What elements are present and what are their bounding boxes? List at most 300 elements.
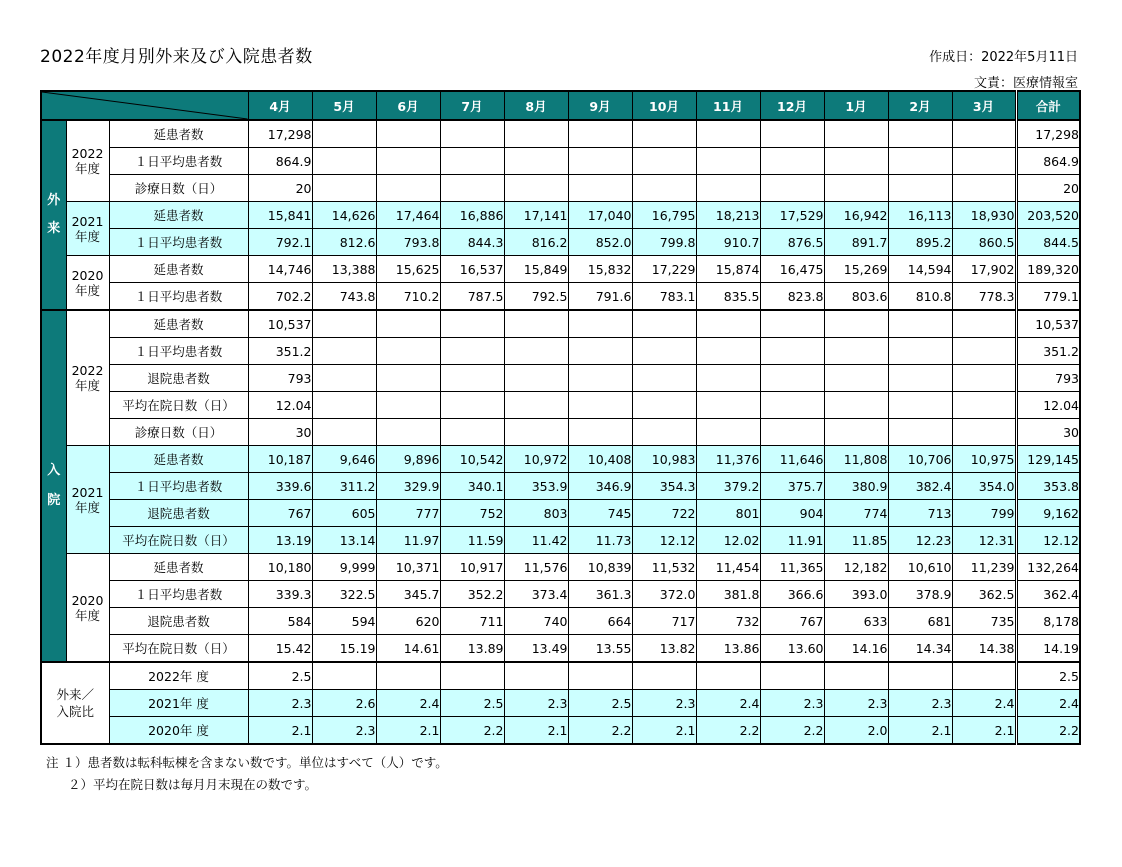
value-cell xyxy=(376,120,440,148)
column-header-total: 合計 xyxy=(1016,91,1080,120)
value-cell xyxy=(696,392,760,419)
row-label: １日平均患者数 xyxy=(109,473,248,500)
value-cell: 14,626 xyxy=(312,202,376,229)
row-label: １日平均患者数 xyxy=(109,283,248,311)
value-cell: 379.2 xyxy=(696,473,760,500)
total-cell: 353.8 xyxy=(1016,473,1080,500)
value-cell: 801 xyxy=(696,500,760,527)
column-header-month: 2月 xyxy=(888,91,952,120)
column-header-month: 6月 xyxy=(376,91,440,120)
value-cell xyxy=(504,175,568,202)
value-cell: 17,529 xyxy=(760,202,824,229)
value-cell xyxy=(632,419,696,446)
column-header-month: 10月 xyxy=(632,91,696,120)
value-cell: 372.0 xyxy=(632,581,696,608)
value-cell: 10,371 xyxy=(376,554,440,581)
value-cell: 799 xyxy=(952,500,1016,527)
table-row xyxy=(41,446,1080,473)
value-cell: 2.3 xyxy=(888,690,952,717)
value-cell xyxy=(632,148,696,175)
table-row xyxy=(41,662,1080,690)
total-cell: 17,298 xyxy=(1016,120,1080,148)
value-cell xyxy=(888,365,952,392)
value-cell: 792.1 xyxy=(248,229,312,256)
value-cell: 2.6 xyxy=(312,690,376,717)
value-cell: 11,646 xyxy=(760,446,824,473)
column-header-month: 1月 xyxy=(824,91,888,120)
fiscal-year-text: 2021年度 xyxy=(71,213,104,244)
value-cell: 860.5 xyxy=(952,229,1016,256)
value-cell: 30 xyxy=(248,419,312,446)
value-cell: 354.3 xyxy=(632,473,696,500)
value-cell xyxy=(440,365,504,392)
total-cell: 864.9 xyxy=(1016,148,1080,175)
value-cell xyxy=(952,120,1016,148)
row-label: １日平均患者数 xyxy=(109,229,248,256)
row-label: １日平均患者数 xyxy=(109,581,248,608)
value-cell: 793.8 xyxy=(376,229,440,256)
value-cell: 633 xyxy=(824,608,888,635)
value-cell xyxy=(952,175,1016,202)
value-cell: 2.2 xyxy=(568,717,632,745)
fiscal-year-label xyxy=(66,256,109,311)
value-cell: 382.4 xyxy=(888,473,952,500)
value-cell: 13.86 xyxy=(696,635,760,663)
value-cell: 14.34 xyxy=(888,635,952,663)
value-cell xyxy=(376,148,440,175)
value-cell: 799.8 xyxy=(632,229,696,256)
total-cell: 129,145 xyxy=(1016,446,1080,473)
value-cell: 735 xyxy=(952,608,1016,635)
table-row xyxy=(41,527,1080,554)
value-cell: 2.0 xyxy=(824,717,888,745)
row-label: 平均在院日数（日） xyxy=(109,527,248,554)
value-cell xyxy=(376,310,440,338)
value-cell xyxy=(568,120,632,148)
value-cell: 17,229 xyxy=(632,256,696,283)
patient-statistics-table xyxy=(40,90,1081,745)
table-row xyxy=(41,500,1080,527)
value-cell: 823.8 xyxy=(760,283,824,311)
value-cell: 787.5 xyxy=(440,283,504,311)
value-cell xyxy=(696,662,760,690)
value-cell xyxy=(376,365,440,392)
value-cell: 16,795 xyxy=(632,202,696,229)
value-cell: 12.31 xyxy=(952,527,1016,554)
value-cell: 816.2 xyxy=(504,229,568,256)
value-cell xyxy=(888,419,952,446)
value-cell: 12.04 xyxy=(248,392,312,419)
value-cell: 14,594 xyxy=(888,256,952,283)
value-cell: 13.89 xyxy=(440,635,504,663)
value-cell xyxy=(568,662,632,690)
value-cell xyxy=(824,419,888,446)
total-cell: 9,162 xyxy=(1016,500,1080,527)
value-cell: 2.1 xyxy=(632,717,696,745)
value-cell xyxy=(760,148,824,175)
fiscal-year-text: 2020年度 xyxy=(71,267,104,298)
value-cell xyxy=(440,662,504,690)
table-row xyxy=(41,120,1080,148)
table-row xyxy=(41,392,1080,419)
value-cell xyxy=(952,148,1016,175)
value-cell xyxy=(888,392,952,419)
value-cell: 10,537 xyxy=(248,310,312,338)
fiscal-year-label xyxy=(66,202,109,256)
value-cell xyxy=(568,148,632,175)
table-row xyxy=(41,608,1080,635)
total-cell: 189,320 xyxy=(1016,256,1080,283)
page-title: 2022年度月別外来及び入院患者数 xyxy=(40,47,313,67)
value-cell: 2.3 xyxy=(248,690,312,717)
value-cell: 681 xyxy=(888,608,952,635)
value-cell: 702.2 xyxy=(248,283,312,311)
value-cell: 2.2 xyxy=(760,717,824,745)
value-cell: 16,942 xyxy=(824,202,888,229)
value-cell: 11,239 xyxy=(952,554,1016,581)
value-cell: 17,141 xyxy=(504,202,568,229)
fiscal-year-label xyxy=(66,554,109,663)
value-cell: 717 xyxy=(632,608,696,635)
value-cell xyxy=(696,175,760,202)
value-cell xyxy=(824,175,888,202)
row-label: 退院患者数 xyxy=(109,608,248,635)
value-cell xyxy=(760,392,824,419)
value-cell: 745 xyxy=(568,500,632,527)
row-label: 診療日数（日） xyxy=(109,175,248,202)
row-label: 2022年 度 xyxy=(109,662,248,690)
value-cell: 10,542 xyxy=(440,446,504,473)
value-cell: 9,999 xyxy=(312,554,376,581)
inpatient-section-label xyxy=(41,310,66,662)
table-row xyxy=(41,690,1080,717)
value-cell: 2.3 xyxy=(632,690,696,717)
value-cell: 15.42 xyxy=(248,635,312,663)
value-cell: 18,930 xyxy=(952,202,1016,229)
value-cell: 664 xyxy=(568,608,632,635)
value-cell: 710.2 xyxy=(376,283,440,311)
value-cell: 381.8 xyxy=(696,581,760,608)
value-cell: 13,388 xyxy=(312,256,376,283)
total-cell: 779.1 xyxy=(1016,283,1080,311)
row-label: 延患者数 xyxy=(109,256,248,283)
value-cell xyxy=(952,338,1016,365)
value-cell: 11,454 xyxy=(696,554,760,581)
value-cell: 15,269 xyxy=(824,256,888,283)
value-cell xyxy=(568,419,632,446)
value-cell xyxy=(504,120,568,148)
value-cell xyxy=(376,338,440,365)
value-cell: 10,610 xyxy=(888,554,952,581)
value-cell xyxy=(696,365,760,392)
value-cell: 13.60 xyxy=(760,635,824,663)
row-label: 延患者数 xyxy=(109,202,248,229)
total-cell: 12.04 xyxy=(1016,392,1080,419)
value-cell xyxy=(760,365,824,392)
value-cell xyxy=(696,338,760,365)
value-cell: 340.1 xyxy=(440,473,504,500)
value-cell xyxy=(824,365,888,392)
column-header-month: 5月 xyxy=(312,91,376,120)
column-header-month: 8月 xyxy=(504,91,568,120)
value-cell: 2.1 xyxy=(888,717,952,745)
value-cell xyxy=(376,175,440,202)
value-cell: 10,180 xyxy=(248,554,312,581)
total-cell: 362.4 xyxy=(1016,581,1080,608)
value-cell: 2.3 xyxy=(312,717,376,745)
fiscal-year-label xyxy=(66,446,109,554)
value-cell xyxy=(312,120,376,148)
column-header-month: 9月 xyxy=(568,91,632,120)
value-cell: 2.3 xyxy=(760,690,824,717)
section-label-text: 入院 xyxy=(47,463,61,508)
column-header-month: 3月 xyxy=(952,91,1016,120)
value-cell: 11.73 xyxy=(568,527,632,554)
value-cell: 353.9 xyxy=(504,473,568,500)
value-cell xyxy=(888,338,952,365)
value-cell xyxy=(312,662,376,690)
value-cell: 15.19 xyxy=(312,635,376,663)
value-cell xyxy=(632,310,696,338)
fiscal-year-label xyxy=(66,310,109,446)
value-cell xyxy=(952,365,1016,392)
total-cell: 30 xyxy=(1016,419,1080,446)
value-cell: 10,706 xyxy=(888,446,952,473)
value-cell: 2.1 xyxy=(248,717,312,745)
value-cell xyxy=(632,392,696,419)
value-cell: 15,874 xyxy=(696,256,760,283)
value-cell xyxy=(952,662,1016,690)
value-cell: 13.55 xyxy=(568,635,632,663)
value-cell: 11,532 xyxy=(632,554,696,581)
table-body xyxy=(41,120,1080,744)
value-cell xyxy=(504,148,568,175)
value-cell: 13.49 xyxy=(504,635,568,663)
value-cell: 752 xyxy=(440,500,504,527)
fiscal-year-text: 2022年度 xyxy=(71,146,104,176)
value-cell xyxy=(632,662,696,690)
value-cell: 11,365 xyxy=(760,554,824,581)
value-cell: 10,839 xyxy=(568,554,632,581)
total-cell: 2.5 xyxy=(1016,662,1080,690)
value-cell: 10,975 xyxy=(952,446,1016,473)
value-cell xyxy=(440,120,504,148)
value-cell: 2.4 xyxy=(696,690,760,717)
value-cell: 10,408 xyxy=(568,446,632,473)
table-row xyxy=(41,310,1080,338)
total-cell: 132,264 xyxy=(1016,554,1080,581)
value-cell xyxy=(504,392,568,419)
value-cell: 2.2 xyxy=(440,717,504,745)
total-cell: 14.19 xyxy=(1016,635,1080,663)
value-cell xyxy=(312,392,376,419)
value-cell: 15,832 xyxy=(568,256,632,283)
value-cell xyxy=(632,175,696,202)
table-row xyxy=(41,338,1080,365)
value-cell: 895.2 xyxy=(888,229,952,256)
value-cell: 345.7 xyxy=(376,581,440,608)
table-header xyxy=(41,91,1080,120)
value-cell: 14,746 xyxy=(248,256,312,283)
row-label: １日平均患者数 xyxy=(109,148,248,175)
value-cell: 13.14 xyxy=(312,527,376,554)
value-cell: 803.6 xyxy=(824,283,888,311)
value-cell: 12.12 xyxy=(632,527,696,554)
value-cell xyxy=(440,338,504,365)
value-cell: 793 xyxy=(248,365,312,392)
value-cell: 380.9 xyxy=(824,473,888,500)
value-cell: 792.5 xyxy=(504,283,568,311)
value-cell: 864.9 xyxy=(248,148,312,175)
value-cell: 767 xyxy=(248,500,312,527)
row-label: 延患者数 xyxy=(109,554,248,581)
total-cell: 10,537 xyxy=(1016,310,1080,338)
ratio-label-text: 外来／入院比 xyxy=(56,687,94,719)
row-label: 延患者数 xyxy=(109,446,248,473)
value-cell xyxy=(760,310,824,338)
table-row xyxy=(41,202,1080,229)
table-row xyxy=(41,283,1080,311)
value-cell: 904 xyxy=(760,500,824,527)
value-cell: 14.61 xyxy=(376,635,440,663)
value-cell: 11.85 xyxy=(824,527,888,554)
value-cell: 17,902 xyxy=(952,256,1016,283)
value-cell: 2.3 xyxy=(824,690,888,717)
value-cell xyxy=(504,338,568,365)
value-cell: 16,537 xyxy=(440,256,504,283)
value-cell: 722 xyxy=(632,500,696,527)
value-cell: 11,376 xyxy=(696,446,760,473)
value-cell: 13.19 xyxy=(248,527,312,554)
table-row xyxy=(41,175,1080,202)
value-cell xyxy=(888,148,952,175)
value-cell xyxy=(760,175,824,202)
value-cell: 17,464 xyxy=(376,202,440,229)
column-header-month: 4月 xyxy=(248,91,312,120)
ratio-section-label xyxy=(41,662,109,744)
value-cell: 339.3 xyxy=(248,581,312,608)
value-cell: 16,475 xyxy=(760,256,824,283)
value-cell xyxy=(376,392,440,419)
row-label: 延患者数 xyxy=(109,310,248,338)
value-cell: 346.9 xyxy=(568,473,632,500)
value-cell: 14.38 xyxy=(952,635,1016,663)
value-cell xyxy=(952,392,1016,419)
footnote-2: ２）平均在院日数は毎月月末現在の数です。 xyxy=(68,777,318,792)
value-cell: 2.1 xyxy=(376,717,440,745)
value-cell xyxy=(696,148,760,175)
value-cell xyxy=(312,419,376,446)
section-label-text: 外来 xyxy=(47,193,61,236)
value-cell: 778.3 xyxy=(952,283,1016,311)
value-cell: 713 xyxy=(888,500,952,527)
value-cell: 15,849 xyxy=(504,256,568,283)
footnote-1: 注 １）患者数は転科転棟を含まない数です。単位はすべて（人）です。 xyxy=(46,755,448,770)
value-cell: 17,040 xyxy=(568,202,632,229)
value-cell: 584 xyxy=(248,608,312,635)
table-row xyxy=(41,581,1080,608)
responsible-department: 文責：医療情報室 xyxy=(973,76,1078,91)
table-row xyxy=(41,148,1080,175)
value-cell xyxy=(504,365,568,392)
value-cell xyxy=(312,148,376,175)
row-label: 平均在院日数（日） xyxy=(109,635,248,663)
value-cell: 17,298 xyxy=(248,120,312,148)
table-row xyxy=(41,473,1080,500)
value-cell xyxy=(952,419,1016,446)
table-row xyxy=(41,717,1080,745)
value-cell: 375.7 xyxy=(760,473,824,500)
value-cell: 2.3 xyxy=(504,690,568,717)
value-cell: 11.97 xyxy=(376,527,440,554)
total-cell: 793 xyxy=(1016,365,1080,392)
value-cell: 711 xyxy=(440,608,504,635)
value-cell xyxy=(888,120,952,148)
value-cell xyxy=(760,419,824,446)
row-label: 退院患者数 xyxy=(109,500,248,527)
value-cell: 18,213 xyxy=(696,202,760,229)
value-cell: 9,896 xyxy=(376,446,440,473)
value-cell: 12,182 xyxy=(824,554,888,581)
value-cell: 14.16 xyxy=(824,635,888,663)
value-cell: 844.3 xyxy=(440,229,504,256)
table-row xyxy=(41,554,1080,581)
value-cell: 339.6 xyxy=(248,473,312,500)
value-cell: 2.1 xyxy=(952,717,1016,745)
value-cell: 594 xyxy=(312,608,376,635)
value-cell xyxy=(760,338,824,365)
column-header-month: 12月 xyxy=(760,91,824,120)
value-cell: 378.9 xyxy=(888,581,952,608)
total-cell: 20 xyxy=(1016,175,1080,202)
value-cell: 835.5 xyxy=(696,283,760,311)
value-cell xyxy=(824,338,888,365)
value-cell: 11.42 xyxy=(504,527,568,554)
header-corner xyxy=(41,91,248,120)
value-cell xyxy=(760,662,824,690)
value-cell: 774 xyxy=(824,500,888,527)
value-cell: 311.2 xyxy=(312,473,376,500)
fiscal-year-text: 2022年度 xyxy=(71,363,104,393)
column-header-month: 11月 xyxy=(696,91,760,120)
value-cell: 767 xyxy=(760,608,824,635)
value-cell: 10,187 xyxy=(248,446,312,473)
value-cell xyxy=(824,392,888,419)
value-cell: 783.1 xyxy=(632,283,696,311)
row-label: １日平均患者数 xyxy=(109,338,248,365)
value-cell: 2.5 xyxy=(248,662,312,690)
value-cell: 15,625 xyxy=(376,256,440,283)
value-cell: 393.0 xyxy=(824,581,888,608)
row-label: 2021年 度 xyxy=(109,690,248,717)
value-cell: 373.4 xyxy=(504,581,568,608)
value-cell: 620 xyxy=(376,608,440,635)
value-cell: 15,841 xyxy=(248,202,312,229)
value-cell: 2.5 xyxy=(568,690,632,717)
value-cell xyxy=(696,419,760,446)
value-cell: 351.2 xyxy=(248,338,312,365)
value-cell xyxy=(440,419,504,446)
value-cell: 910.7 xyxy=(696,229,760,256)
value-cell: 329.9 xyxy=(376,473,440,500)
value-cell: 11.59 xyxy=(440,527,504,554)
value-cell xyxy=(888,662,952,690)
value-cell xyxy=(376,419,440,446)
table-row xyxy=(41,635,1080,663)
value-cell: 354.0 xyxy=(952,473,1016,500)
value-cell xyxy=(504,419,568,446)
footnotes xyxy=(46,752,448,796)
